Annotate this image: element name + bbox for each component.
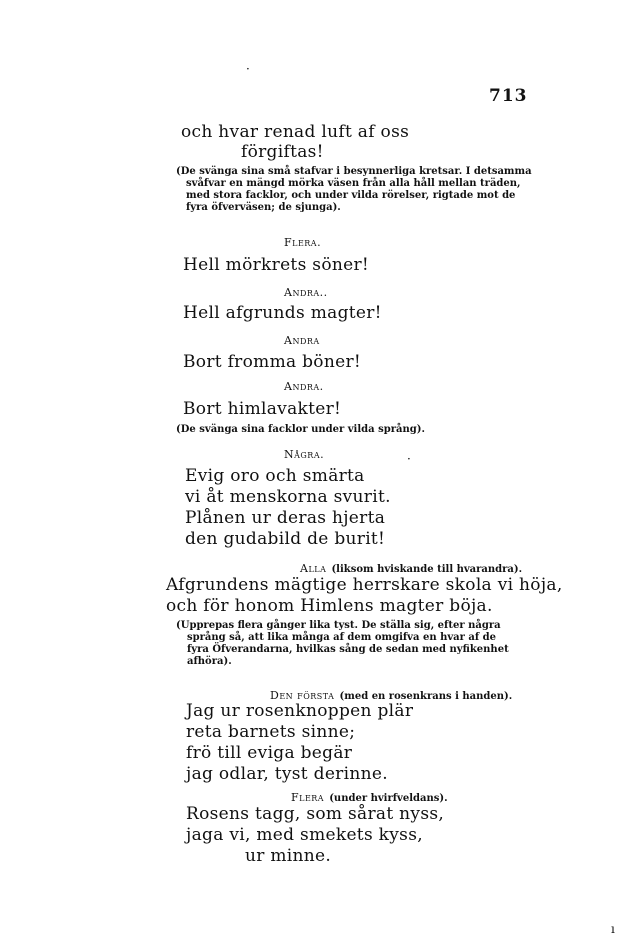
speaker-name: Den första	[270, 689, 335, 702]
verse-line: Evig oro och smärta	[185, 466, 365, 486]
stage-direction-line: med stora facklor, och under vilda rörelser, rigtade mot de	[186, 190, 516, 201]
verse-line: Bort himlavakter!	[183, 399, 342, 419]
ink-mark-middle: ·	[407, 452, 411, 466]
verse-line: jag odlar, tyst derinne.	[186, 764, 388, 784]
speaker-name: Flera	[291, 791, 325, 804]
speaker-name: Alla	[300, 562, 327, 575]
verse-line: och för honom Himlens magter böja.	[166, 596, 493, 616]
stage-direction-line: afhöra).	[187, 656, 232, 667]
speaker-name: Andra.	[284, 380, 324, 393]
verse-line: förgiftas!	[241, 142, 324, 162]
verse-line: frö till eviga begär	[186, 743, 353, 763]
stage-direction	[176, 166, 532, 214]
verse-line: ur minne.	[245, 846, 332, 866]
verse-line: vi åt menskorna svurit.	[185, 487, 391, 507]
verse-line: Jag ur rosenknoppen plär	[186, 701, 414, 721]
speaker-name: Några.	[284, 448, 325, 461]
page-number: 713	[489, 86, 528, 106]
stage-direction	[176, 620, 509, 668]
speaker-direction: (med en rosenkrans i handen).	[339, 691, 513, 702]
ink-mark-top: ·	[246, 62, 250, 76]
speaker-name: Andra	[284, 334, 320, 347]
speaker-direction: (liksom hviskande till hvarandra).	[331, 564, 523, 575]
ink-mark-bottom: ı	[611, 922, 615, 936]
verse-line: Hell afgrunds magter!	[183, 303, 382, 323]
stage-direction-line: språng så, att lika många af dem omgifva en hvar af de	[187, 632, 496, 643]
stage-direction-line: (De svänga sina små stafvar i besynnerliga kretsar. I detsamma	[176, 166, 532, 177]
verse-line: och hvar renad luft af oss	[181, 122, 410, 142]
verse-line: Plånen ur deras hjerta	[185, 508, 386, 528]
verse-line: Bort fromma böner!	[183, 352, 362, 372]
stage-direction-line: fyra Öfverandarna, hvilkas sång de sedan med nyfikenhet	[187, 644, 509, 655]
stage-direction: (De svänga sina facklor under vilda språng).	[176, 424, 425, 435]
verse-line: reta barnets sinne;	[186, 722, 356, 742]
speaker-line	[300, 557, 522, 576]
verse-line: Afgrundens mägtige herrskare skola vi höja,	[166, 575, 563, 595]
stage-direction-line: (Upprepas flera gånger lika tyst. De ställa sig, efter några	[176, 620, 501, 631]
speaker-name: Flera.	[284, 236, 322, 249]
verse-line: Rosens tagg, som sårat nyss,	[186, 804, 445, 824]
stage-direction-line: fyra öfverväsen; de sjunga).	[186, 202, 341, 213]
speaker-direction: (under hvirfveldans).	[329, 793, 448, 804]
verse-line: jaga vi, med smekets kyss,	[186, 825, 423, 845]
verse-line: Hell mörkrets söner!	[183, 255, 370, 275]
speaker-name: Andra..	[284, 286, 328, 299]
verse-line: den gudabild de burit!	[185, 529, 386, 549]
speaker-line	[291, 786, 448, 805]
stage-direction-line: svåfvar en mängd mörka väsen från alla håll mellan träden,	[186, 178, 521, 189]
